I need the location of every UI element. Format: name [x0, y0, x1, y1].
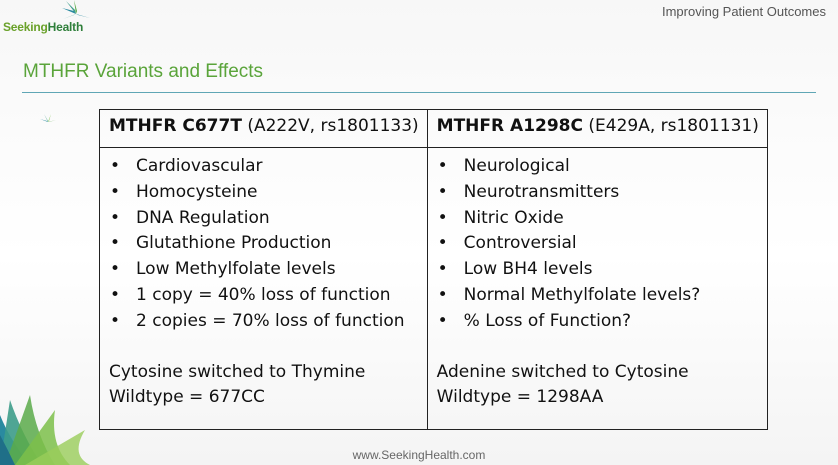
a1298c-effects-list: [437, 154, 759, 335]
list-item: • Controversial: [437, 231, 759, 257]
a1298c-detail: (E429A, rs1801131): [582, 116, 759, 136]
c677t-effects-list: [109, 154, 419, 335]
list-item: • Neurological: [437, 154, 759, 180]
list-item: • Nitric Oxide: [437, 206, 759, 232]
table-header-row: [100, 110, 768, 148]
brand-logo: [0, 0, 120, 44]
table-body-row: [100, 148, 768, 430]
c677t-effects-cell: [100, 148, 428, 430]
a1298c-substitution: Adenine switched to Cytosine: [436, 361, 689, 382]
c677t-wildtype: Wildtype = 677CC: [109, 387, 265, 408]
list-item: • % Loss of Function?: [437, 309, 759, 335]
list-item: • Normal Methylfolate levels?: [437, 283, 759, 309]
list-item: • 1 copy = 40% loss of function: [109, 283, 419, 309]
footer-url: www.SeekingHealth.com: [352, 448, 486, 462]
a1298c-wildtype: Wildtype = 1298AA: [436, 387, 604, 408]
c677t-gene-name: MTHFR C677T: [109, 116, 242, 136]
list-item: • Glutathione Production: [109, 231, 419, 257]
list-item: • Neurotransmitters: [437, 180, 759, 206]
list-item: • Cardiovascular: [109, 154, 419, 180]
tagline: Improving Patient Outcomes: [661, 4, 826, 19]
col-header-a1298c: [427, 110, 767, 148]
c677t-detail: (A222V, rs1801133): [241, 116, 419, 136]
brand-name-part1: Seeking: [3, 20, 48, 34]
variants-table: [99, 109, 768, 430]
list-item: • 2 copies = 70% loss of function: [109, 309, 419, 335]
c677t-note: [109, 360, 419, 412]
list-item: • DNA Regulation: [109, 206, 419, 232]
c677t-substitution: Cytosine switched to Thymine: [109, 361, 366, 382]
a1298c-effects-cell: [427, 148, 767, 430]
list-item: • Low BH4 levels: [437, 257, 759, 283]
a1298c-note: [437, 360, 759, 412]
slide-title: MTHFR Variants and Effects: [23, 61, 264, 82]
a1298c-gene-name: MTHFR A1298C: [436, 116, 583, 136]
star-bullet-icon: [38, 112, 58, 132]
col-header-c677t: [100, 110, 428, 148]
brand-name-part2: Health: [47, 20, 84, 34]
brand-name: [3, 20, 83, 34]
title-divider: [22, 92, 816, 93]
list-item: • Homocysteine: [109, 180, 419, 206]
list-item: • Low Methylfolate levels: [109, 257, 419, 283]
